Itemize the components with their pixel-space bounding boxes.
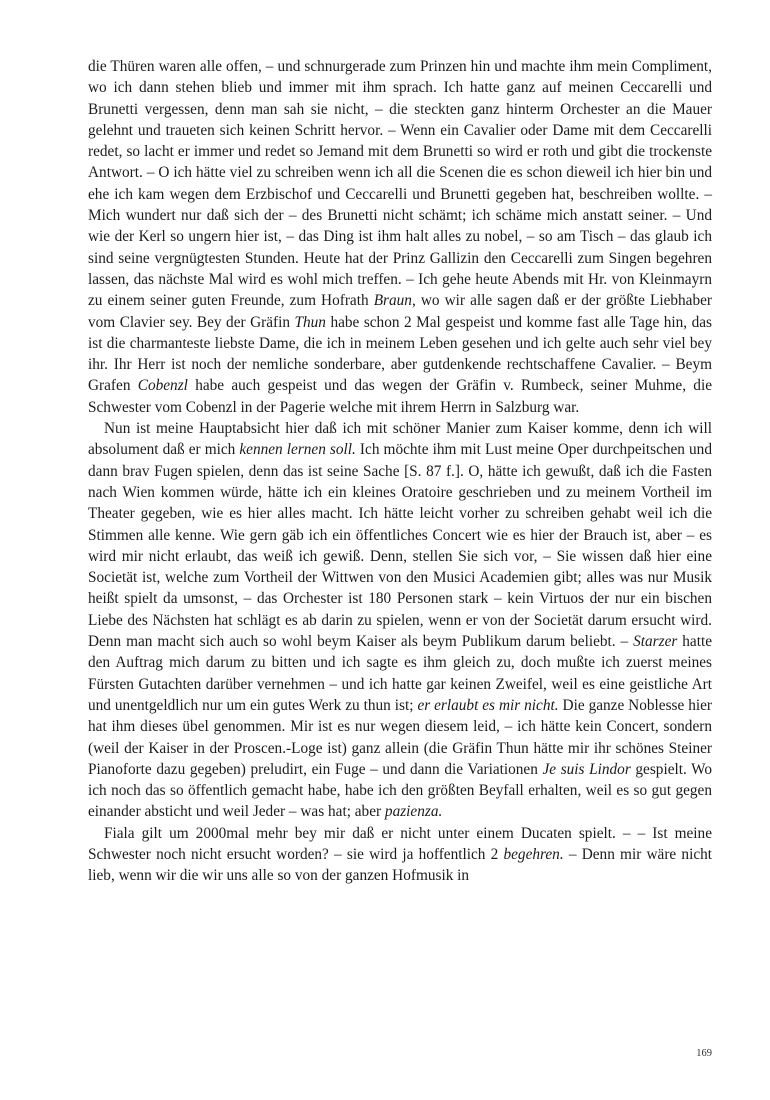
italic-phrase: kennen lernen soll.: [239, 441, 356, 459]
italic-name-braun: Braun: [373, 292, 412, 310]
page-number: 169: [696, 1048, 712, 1059]
letter-text: [88, 56, 712, 887]
text-segment: Nun ist meine Hauptabsicht hier daß ich mit schöner Manier zum Kaiser komme, denn ich will absolument daß er mich: [88, 420, 712, 459]
text-segment: Fiala gilt um 2000mal mehr bey mir daß er nicht unter einem Ducaten spielt. – – Ist meine Schwester noch nicht ersucht worden? – sie wird ja hoffentlich 2: [88, 824, 712, 863]
paragraph-3: [88, 823, 712, 887]
italic-phrase: er erlaubt es mir nicht.: [417, 696, 559, 714]
text-segment: gespielt. Wo ich noch das so öffentlich gemacht habe, habe ich den größten Beyfall erhalten, weil es so gut gegen einander absticht und weil Jeder – was hat; aber: [88, 760, 713, 821]
text-segment: habe auch gespeist und das wegen der Gräfin v. Rumbeck, seiner Muhme, die Schwester vom Cobenzl in der Pagerie welche mit ihrem Herrn in Salzburg war.: [88, 377, 712, 416]
paragraph-1: [88, 56, 712, 418]
italic-name-starzer: Starzer: [633, 633, 678, 651]
italic-title: Je suis Lindor: [542, 760, 631, 778]
italic-word: pazienza.: [384, 803, 443, 821]
text-segment: Ich möchte ihm mit Lust meine Oper durchpeitschen und dann brav Fugen spielen, denn das ist seine Sache [S. 87 f.]. O, hätte ich gewußt, daß ich die Fasten nach Wien kommen würde, hätte ich ein kleines Oratoire geschrieben und zu meinem Vortheil im Theater gegeben, wie es hier alles macht. Ich hätte leicht vorher zu schreiben gehabt weil ich die Stimmen alle kenne. Wie gern gäb ich ein öffentliches Concert wie es hier der Brauch ist, aber – es wird mir nicht erlaubt, das weiß ich gewiß. Denn, stellen Sie sich vor, – Sie wissen daß hier eine Societät ist, welche zum Vortheil der Wittwen von den Musici Academien gibt; alles was nur Musik heißt spielt da umsonst, – das Orchester ist 180 Personen stark – kein Virtuos der nur ein bischen Liebe des Nächsten hat schlägt es ab darin zu spielen, wenn er von der Societät darum ersucht wird. Denn man macht sich auch so wohl beym Kaiser als beym Publikum darum beliebt. –: [88, 441, 712, 651]
paragraph-2: [88, 418, 712, 823]
italic-word: begehren.: [503, 845, 564, 863]
text-segment: Die ganze Noblesse hier hat ihm dieses übel genommen. Mir ist es nur wegen diesem leid, – ich hätte kein Concert, sondern (weil der Kaiser in der Proscen.-Loge ist) ganz allein (die Gräfin Thun hätte mir ihr schönes Steiner Pianoforte dazu gegeben) preludirt, ein Fuge – und dann die Variationen: [88, 696, 712, 778]
italic-name-cobenzl: Cobenzl: [137, 377, 188, 395]
text-segment: , wo wir alle sagen daß er der größte Liebhaber vom Clavier sey. Bey der Gräfin: [88, 292, 712, 331]
text-segment: hatte den Auftrag mich darum zu bitten und ich sagte es ihm gleich zu, doch mußte ich zuerst meines Fürsten Gutachten darüber vernehmen – und ich hatte gar keinen Zweifel, weil es eine geistliche Art und unentgeldlich nur um ein gutes Werk zu thun ist;: [88, 633, 712, 714]
italic-name-thun: Thun: [294, 313, 326, 331]
text-segment: habe schon 2 Mal gespeist und komme fast alle Tage hin, das ist die charmanteste liebste Dame, die ich in meinem Leben gesehen und ich gelte auch sehr viel bey ihr. Ihr Herr ist noch der nemliche sonderbare, aber gutdenkende rechtschaffene Cavalier. – Beym Grafen: [88, 313, 712, 395]
text-segment: die Thüren waren alle offen, – und schnurgerade zum Prinzen hin und machte ihm mein Compliment, wo ich dann stehen blieb und immer mit ihm sprach. Ich hatte ganz auf meinen Ceccarelli und Brunetti vergessen, denn man sah sie nicht, – die steckten ganz hinterm Orchester an die Mauer gelehnt und traueten sich keinen Schritt hervor. – Wenn ein Cavalier oder Dame mit dem Ceccarelli redet, so lacht er immer und redet so Jemand mit dem Brunetti so wird er roth und gibt die trockenste Antwort. – O ich hätte viel zu schreiben wenn ich all die Scenen die es schon dieweil ich hier bin und ehe ich kam wegen dem Erzbischof und Ceccarelli und Brunetti gegeben hat, beschreiben wollte. – Mich wundert nur daß sich der – des Brunetti nicht schämt; ich schäme mich anstatt seiner. – Und wie der Kerl so ungern hier ist, – das Ding ist ihm halt alles zu nobel, – so am Tisch – das glaub ich sind seine vergnügtesten Stunden. Heute hat der Prinz Gallizin den Ceccarelli zum Singen begehren lassen, das nächste Mal wird es wohl mich treffen. – Ich gehe heute Abends mit Hr. von Kleinmayrn zu einem seiner guten Freunde, zum Hofrath: [88, 58, 712, 310]
text-segment: – Denn mir wäre nicht lieb, wenn wir die wir uns alle so von der ganzen Hofmusik in: [88, 845, 713, 885]
